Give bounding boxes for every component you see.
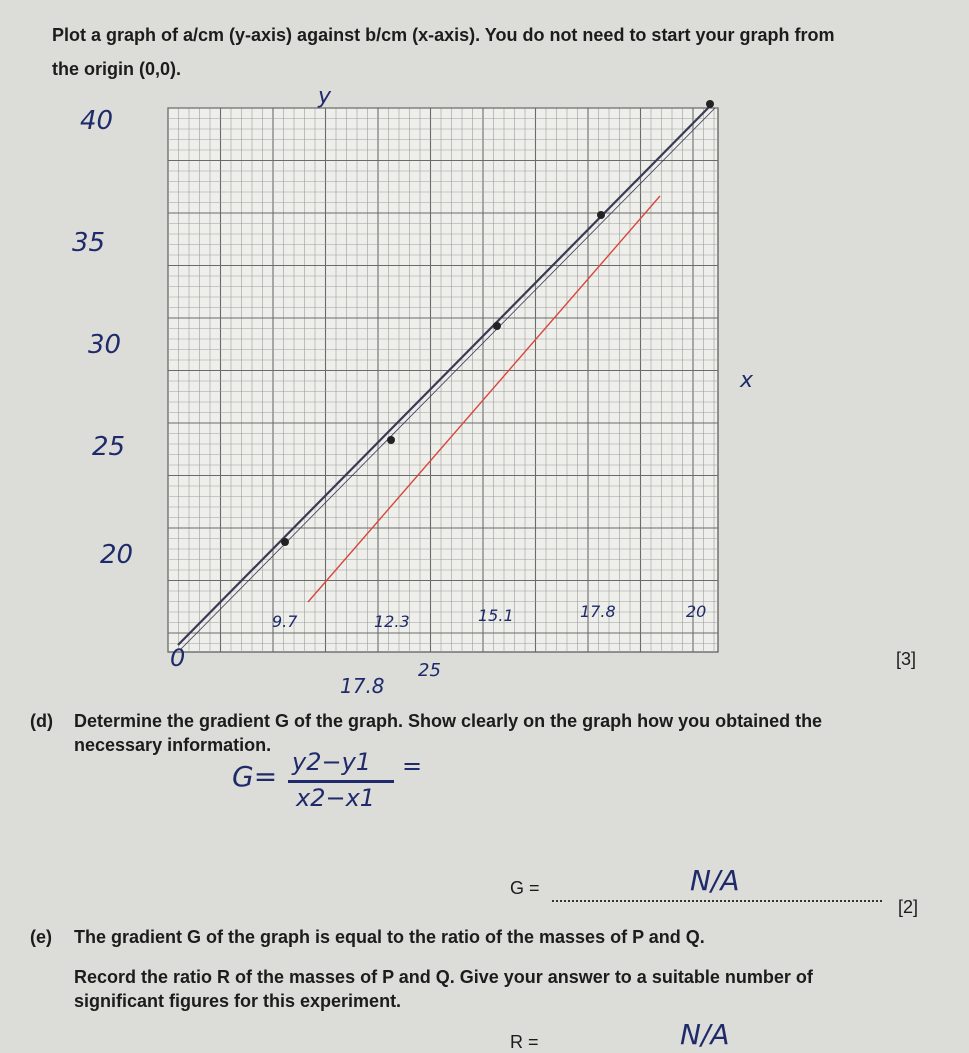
x-scribble-25: 25 [418, 660, 441, 681]
part-e-question-line-2: Record the ratio R of the masses of P and Q. Give your answer to a suitable number of [74, 967, 813, 987]
data-point [387, 436, 395, 444]
x-tick-label-17-8: 17.8 [580, 602, 616, 621]
part-d-question-line-2: necessary information. [74, 735, 272, 755]
y-label-40: 40 [80, 106, 114, 136]
part-e-question-line-1: The gradient G of the graph is equal to the ratio of the masses of P and Q. [74, 927, 705, 947]
part-d-question-line-1: Determine the gradient G of the graph. Show clearly on the graph how you obtained the [74, 711, 823, 731]
gradient-formula-numerator: y2−y1 [292, 748, 372, 776]
gradient-answer-label: G = [510, 878, 540, 898]
marks-part-d: [2] [898, 897, 919, 917]
x-tick-label-20: 20 [686, 602, 707, 621]
data-point [597, 211, 605, 219]
x-tick-label-9-7: 9.7 [272, 612, 298, 631]
data-point [493, 322, 501, 330]
question-intro-line-1: Plot a graph of a/cm (y-axis) against b/cm (x-axis). You do not need to start your graph from [52, 25, 835, 45]
x-axis-letter: x [740, 368, 754, 393]
gradient-formula-denominator: x2−x1 [296, 784, 376, 812]
gradient-answer-value: N/A [690, 864, 740, 897]
part-e-question-line-3: significant figures for this experiment. [74, 991, 402, 1011]
origin-label: 0 [170, 644, 186, 672]
ratio-answer-label: R = [510, 1032, 539, 1052]
y-label-35: 35 [72, 228, 106, 258]
gradient-formula-fraction-bar [288, 780, 394, 783]
marks-part-c: [3] [896, 649, 917, 669]
x-tick-label-12-3: 12.3 [374, 612, 410, 631]
gradient-formula-lhs: G= [232, 760, 278, 793]
ratio-answer-value: N/A [680, 1018, 730, 1051]
part-d-label: (d) [30, 711, 53, 731]
x-scribble-17-8: 17.8 [340, 674, 385, 698]
question-intro-line-2: the origin (0,0). [52, 59, 182, 79]
gradient-formula-equals: = [402, 752, 423, 780]
x-tick-label-15-1: 15.1 [478, 606, 514, 625]
y-label-25: 25 [92, 432, 126, 462]
y-axis-letter: y [318, 84, 332, 109]
data-point [706, 100, 714, 108]
y-label-30: 30 [88, 330, 122, 360]
part-e-label: (e) [30, 927, 52, 947]
data-point [281, 538, 289, 546]
y-label-20: 20 [100, 540, 134, 570]
